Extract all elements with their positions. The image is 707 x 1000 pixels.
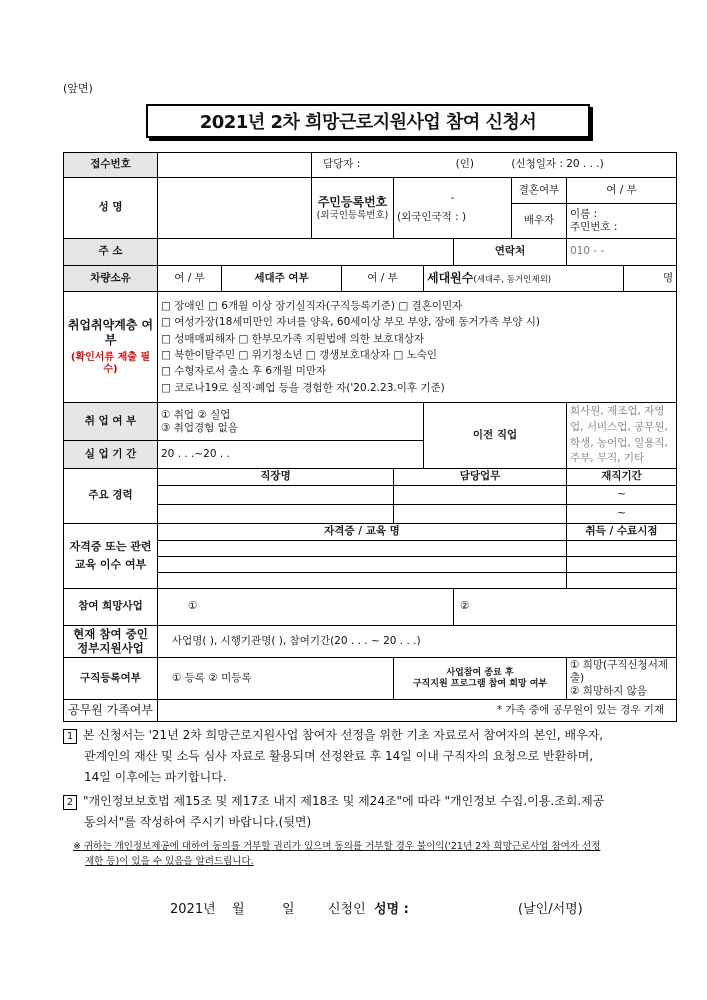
rrn-field[interactable] bbox=[394, 178, 512, 239]
signature-year: 2021년 bbox=[170, 902, 216, 917]
spouse-name-label: 이름 : bbox=[570, 207, 598, 220]
vulnerable-option[interactable]: □ 성매매피해자 □ 한부모가족 지원법에 의한 보호대상자 bbox=[161, 332, 425, 345]
vulnerable-label: 취업취약계층 여부 bbox=[67, 317, 154, 347]
job-registration-label: 구직등록여부 bbox=[64, 658, 158, 700]
career-company-field[interactable] bbox=[158, 505, 394, 524]
note-1-text: 14일 이후에는 파기합니다. bbox=[84, 770, 227, 784]
signature-seal[interactable]: (날인/서명) bbox=[518, 902, 583, 917]
current-program-label: 현재 참여 중인 정부지원사업 bbox=[64, 626, 158, 658]
career-period-field[interactable]: ~ bbox=[567, 486, 677, 505]
household-size-label: 세대원수 bbox=[427, 270, 474, 285]
job-support-label: 사업참여 종료 후 bbox=[446, 667, 514, 678]
reception-meta bbox=[312, 153, 677, 178]
unemployment-period-field[interactable]: 20 . . .~20 . . bbox=[158, 441, 424, 469]
current-program-field[interactable]: 사업명( ), 시행기관명( ), 참여기간(20 . . . ~ 20 . . .) bbox=[158, 626, 677, 658]
qualification-date-field[interactable] bbox=[567, 541, 677, 557]
spouse-label: 배우자 bbox=[512, 204, 567, 239]
note-1 bbox=[63, 725, 678, 746]
rrn-dash: - bbox=[450, 191, 455, 204]
career-header-company: 직장명 bbox=[158, 469, 394, 486]
qualification-name-field[interactable] bbox=[158, 573, 567, 589]
civil-servant-family-field[interactable]: * 가족 중에 공무원이 있는 경우 기재 bbox=[158, 700, 677, 722]
job-support-option-yes: ① 희망(구직신청서제출) bbox=[570, 659, 668, 685]
career-period-field[interactable]: ~ bbox=[567, 505, 677, 524]
desired-project-label: 참여 희망사업 bbox=[64, 589, 158, 626]
application-date: (신청일자 : 20 . . .) bbox=[511, 158, 604, 171]
employment-option-line: ③ 취업경험 없음 bbox=[161, 421, 238, 434]
qualification-header-name: 자격증 / 교육 명 bbox=[158, 524, 567, 541]
employment-status-label: 취 업 여 부 bbox=[64, 403, 158, 441]
signature-day: 일 bbox=[282, 902, 295, 917]
rrn-label-cell bbox=[312, 178, 394, 239]
vulnerable-label-cell bbox=[64, 292, 158, 403]
form-title: 2021년 2차 희망근로지원사업 참여 신청서 bbox=[146, 104, 590, 138]
vehicle-label: 차량소유 bbox=[64, 266, 158, 292]
qualification-name-field[interactable] bbox=[158, 557, 567, 573]
marriage-label: 결혼여부 bbox=[512, 178, 567, 204]
reception-number-label: 접수번호 bbox=[64, 153, 158, 178]
vulnerable-note: (확인서류 제출 필수) bbox=[70, 351, 151, 375]
address-label: 주 소 bbox=[64, 239, 158, 266]
applicant-label: 신청인 bbox=[328, 902, 366, 917]
household-size-sub: (세대주, 동거인제외) bbox=[473, 274, 552, 285]
staff-seal: (인) bbox=[455, 158, 474, 171]
household-head-label: 세대주 여부 bbox=[222, 266, 342, 292]
qualification-header-date: 취득 / 수료시점 bbox=[567, 524, 677, 541]
consent-warning bbox=[63, 839, 678, 869]
qualification-label: 자격증 또는 관련 교육 이수 여부 bbox=[64, 524, 158, 589]
note-2-text: "개인정보보호법 제15조 및 제17조 내지 제18조 및 제24조"에 따라 "개인정보 수집.이용.조회.제공 bbox=[83, 794, 605, 808]
nationality-field: (외국인국적 : ) bbox=[397, 211, 467, 223]
note-2-text: 동의서"를 작성하여 주시기 바랍니다.(뒷면) bbox=[84, 815, 312, 829]
application-form-table bbox=[63, 152, 677, 722]
applicant-name-label[interactable]: 성명 : bbox=[374, 902, 409, 917]
qualification-date-field[interactable] bbox=[567, 557, 677, 573]
marriage-choice[interactable]: 여 / 부 bbox=[567, 178, 677, 204]
job-support-choice[interactable] bbox=[567, 658, 677, 700]
vulnerable-option[interactable]: □ 장애인 □ 6개월 이상 장기실직자(구직등록기준) □ 결혼이민자 bbox=[161, 300, 463, 313]
vulnerable-option[interactable]: □ 코로나19로 실직·폐업 등을 경험한 자('20.2.23.이후 기준) bbox=[161, 381, 445, 394]
previous-job-label: 이전 직업 bbox=[424, 403, 567, 469]
career-header-period: 재직기간 bbox=[567, 469, 677, 486]
vulnerable-option[interactable]: □ 여성가장(18세미만인 자녀를 양육, 60세이상 부모 부양, 장애 동거가족 부양 시) bbox=[161, 316, 541, 329]
previous-job-options[interactable]: 회사원, 제조업, 자영업, 서비스업, 공무원, 학생, 농어업, 일용직, 주부, 무직, 기타 bbox=[567, 403, 677, 469]
address-field[interactable] bbox=[158, 239, 454, 266]
unemployment-period-label: 실 업 기 간 bbox=[64, 441, 158, 469]
contact-label: 연락처 bbox=[454, 239, 567, 266]
career-company-field[interactable] bbox=[158, 486, 394, 505]
note-2-number: 2 bbox=[63, 795, 77, 810]
consent-warning-text: ※ 귀하는 개인정보제공에 대하여 동의를 거부할 권리가 있으며 동의를 거부할 경우 불이익('21년 2차 희망근로사업 참여자 선정 bbox=[73, 841, 601, 852]
rrn-label: 주민등록번호 bbox=[317, 194, 388, 209]
career-header-duty: 담당업무 bbox=[394, 469, 567, 486]
job-registration-choice[interactable]: ① 등록 ② 미등록 bbox=[158, 658, 394, 700]
qualification-date-field[interactable] bbox=[567, 573, 677, 589]
desired-project-1[interactable]: ① bbox=[158, 589, 454, 626]
household-head-choice[interactable]: 여 / 부 bbox=[342, 266, 424, 292]
career-duty-field[interactable] bbox=[394, 505, 567, 524]
note-2 bbox=[63, 791, 678, 812]
vulnerable-options bbox=[158, 292, 677, 403]
employment-option-line: ① 취업 ② 실업 bbox=[161, 408, 231, 421]
career-label: 주요 경력 bbox=[64, 469, 158, 524]
job-support-label: 구직지원 프로그램 참여 희망 여부 bbox=[412, 678, 548, 689]
vulnerable-option[interactable]: □ 북한이탈주민 □ 위기청소년 □ 갱생보호대상자 □ 노숙인 bbox=[161, 349, 438, 361]
job-support-label-cell bbox=[394, 658, 567, 700]
household-size-unit[interactable]: 명 bbox=[624, 266, 677, 292]
signature-month: 월 bbox=[232, 902, 245, 917]
career-duty-field[interactable] bbox=[394, 486, 567, 505]
note-1-number: 1 bbox=[63, 729, 77, 744]
contact-field[interactable]: 010 - - bbox=[567, 239, 677, 266]
spouse-field[interactable] bbox=[567, 204, 677, 239]
rrn-sub-label: (외국인등록번호) bbox=[316, 209, 389, 221]
civil-servant-family-label: 공무원 가족여부 bbox=[64, 700, 158, 722]
employment-status-choice[interactable] bbox=[158, 403, 424, 441]
page-side-label: (앞면) bbox=[63, 82, 93, 95]
name-field[interactable] bbox=[158, 178, 312, 239]
household-size-label-cell bbox=[424, 266, 624, 292]
desired-project-2[interactable]: ② bbox=[454, 589, 677, 626]
consent-warning-text: 제한 등)이 있을 수 있음을 알려드립니다. bbox=[85, 856, 254, 868]
spouse-rrn-label: 주민번호 : bbox=[570, 221, 618, 233]
job-support-option-no: ② 희망하지 않음 bbox=[570, 685, 647, 698]
vulnerable-option[interactable]: □ 수형자로서 출소 후 6개월 미만자 bbox=[161, 365, 327, 378]
name-label: 성 명 bbox=[64, 178, 158, 239]
staff-label: 담당자 : bbox=[323, 158, 361, 171]
vehicle-choice[interactable]: 여 / 부 bbox=[158, 266, 222, 292]
notes-section bbox=[63, 725, 678, 869]
note-1-text: 관계인의 재산 및 소득 심사 자료로 활용되며 선정완료 후 14일 이내 구직자의 요청으로 반환하며, bbox=[84, 749, 594, 763]
qualification-name-field[interactable] bbox=[158, 541, 567, 557]
reception-number-field[interactable] bbox=[158, 153, 312, 178]
note-1-text: 본 신청서는 '21년 2차 희망근로지원사업 참여자 선정을 위한 기초 자료로서 참여자의 본인, 배우자, bbox=[83, 728, 604, 742]
